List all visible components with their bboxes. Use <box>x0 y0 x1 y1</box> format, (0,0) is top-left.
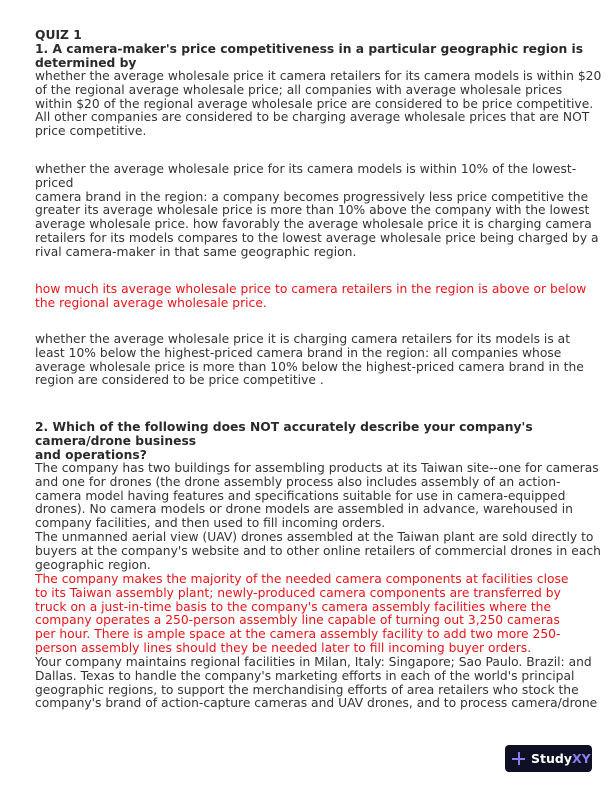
brand-accent: XY <box>571 750 591 766</box>
q1-option-1: whether the average wholesale price it camera retailers for its camera models is within $20 of the regional average wholesale price; all companies with average wholesale prices within $20 of the regional average wholesale price are considered to be price competitive. All other companies are considered to be charging average wholesale prices that are NOT price competitive. <box>35 69 602 139</box>
brand-name <box>531 752 591 766</box>
plus-logo-icon <box>512 752 525 765</box>
q2-option-1: The company has two buildings for assembling products at its Taiwan site--one for cameras and one for drones (the drone assembly process also includes assembly of an action- camera model having features and specifications suitable for use in camera-equipped drones). No camera models or drone models are assembled in advance, warehoused in company facilities, and then used to fill incoming orders. <box>35 461 599 531</box>
brand-main: Study <box>531 750 572 766</box>
q2-option-3-correct: The company makes the majority of the needed camera components at facilities close to its Taiwan assembly plant; newly-produced camera components are transferred by truck on a just-in-time basis to the company's camera assembly facilities where the company operates a 250-person assembly line capable of turning out 3,250 cameras per hour. There is ample space at the camera assembly facility to add two more 250- person assembly lines should they be needed later to fill incoming buyer orders. <box>35 572 569 655</box>
studyxy-badge[interactable] <box>505 745 592 772</box>
quiz-title: QUIZ 1 <box>35 28 82 42</box>
question-2: 2. Which of the following does NOT accurately describe your company's camera/drone business and operations? <box>35 420 533 462</box>
question-1: 1. A camera-maker's price competitiveness in a particular geographic region is determined by <box>35 42 584 70</box>
q1-option-2: whether the average wholesale price for its camera models is within 10% of the lowest- priced camera brand in the region: a company becomes progressively less price competitive the greater its average wholesale price is more than 10% above the company with the lowest average wholesale price. how favorably the average wholesale price it is charging camera retailers for its models compares to the lowest average wholesale price being charged by a rival camera-maker in that same geographic region. <box>35 162 599 259</box>
q1-option-3-correct: how much its average wholesale price to camera retailers in the region is above or below the regional average wholesale price. <box>35 282 587 310</box>
q2-option-4: Your company maintains regional facilities in Milan, Italy: Singapore; Sao Paulo. Brazil: and Dallas. Texas to handle the company's marketing efforts in each of the world's principal geographic regions, to support the merchandising efforts of area retailers who stock the company's brand of action-capture cameras and UAV drones, and to process camera/drone <box>35 655 598 711</box>
q2-option-2: The unmanned aerial view (UAV) drones assembled at the Taiwan plant are sold directly to buyers at the company's website and to other online retailers of commercial drones in each geographic region. <box>35 530 601 572</box>
q1-option-4: whether the average wholesale price it is charging camera retailers for its models is at least 10% below the highest-priced camera brand in the region: all companies whose average wholesale price is more than 10% below the highest-priced camera brand in the region are considered to be price competitive . <box>35 332 584 388</box>
